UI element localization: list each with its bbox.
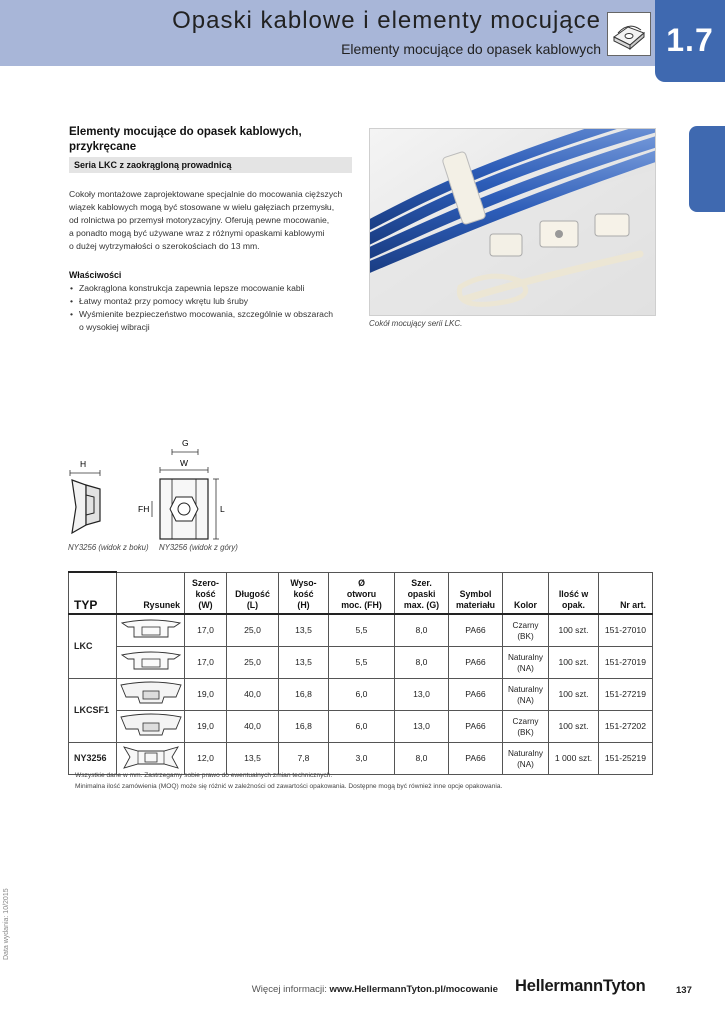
description-line: Cokoły montażowe zaprojektowane specjalnie do mocowania cięższych (69, 189, 343, 199)
description-line: a ponadto mogą być używane wraz z różnymi opaskami kablowymi (69, 228, 325, 238)
cell-kolor: Naturalny (NA) (503, 647, 549, 679)
cable-tie-mount-icon (607, 12, 651, 56)
product-drawing (117, 711, 185, 743)
cell-l: 40,0 (227, 679, 279, 711)
cell-fh: 6,0 (329, 679, 395, 711)
cell-ilosc: 100 szt. (549, 711, 599, 743)
cell-material: PA66 (449, 647, 503, 679)
cell-material: PA66 (449, 711, 503, 743)
cell-w: 17,0 (185, 614, 227, 647)
cell-material: PA66 (449, 614, 503, 647)
cell-h: 7,8 (279, 743, 329, 775)
header-otwor: Ø otworu moc. (FH) (329, 572, 395, 614)
cell-fh: 6,0 (329, 711, 395, 743)
cell-g: 13,0 (395, 711, 449, 743)
description-line: o dużej wytrzymałości o szerokościach do 13 mm. (69, 241, 260, 251)
cell-ilosc: 100 szt. (549, 647, 599, 679)
header-material: Symbol materiału (449, 572, 503, 614)
dim-label-h: H (80, 459, 87, 469)
cell-fh: 5,5 (329, 647, 395, 679)
cell-material: PA66 (449, 679, 503, 711)
cell-nr-art: 151-25219 (599, 743, 653, 775)
table-row (69, 614, 653, 647)
table-row (69, 679, 653, 711)
page-subtitle: Elementy mocujące do opasek kablowych (341, 41, 601, 57)
feature-item: • Zaokrąglona konstrukcja zapewnia lepsze mocowanie kabli (69, 282, 359, 295)
cell-h: 13,5 (279, 614, 329, 647)
product-drawing (117, 614, 185, 647)
section-number: 1.7 (666, 22, 714, 58)
note-line: Minimalna ilość zamówienia (MOQ) może się różnić w zależności od zawartości opakowania. Dostępne mogą być również inne opcje opakowania. (75, 783, 503, 790)
cell-l: 25,0 (227, 647, 279, 679)
table-row (69, 711, 653, 743)
feature-item: • Łatwy montaż przy pomocy wkrętu lub śruby (69, 295, 359, 308)
cell-ilosc: 100 szt. (549, 679, 599, 711)
header-nr-art: Nr art. (599, 572, 653, 614)
cell-g: 8,0 (395, 647, 449, 679)
issue-date: Data wydania: 10/2015 (3, 888, 10, 960)
cell-l: 25,0 (227, 614, 279, 647)
cell-kolor: Naturalny (NA) (503, 743, 549, 775)
side-section-marker (689, 126, 725, 212)
drawing-caption-side: NY3256 (widok z boku) (68, 543, 149, 552)
page-header (0, 0, 725, 82)
cell-w: 17,0 (185, 647, 227, 679)
cell-fh: 5,5 (329, 614, 395, 647)
product-title: Elementy mocujące do opasek kablowych, przykręcane (69, 126, 302, 153)
cell-w: 19,0 (185, 679, 227, 711)
cell-h: 13,5 (279, 647, 329, 679)
cell-kolor: Naturalny (NA) (503, 679, 549, 711)
product-table (68, 571, 653, 775)
more-info-link[interactable]: www.HellermannTyton.pl/mocowanie (329, 984, 498, 995)
header-dlugosc: Długość (L) (227, 572, 279, 614)
cell-g: 8,0 (395, 614, 449, 647)
header-ilosc: Ilość w opak. (549, 572, 599, 614)
cell-nr-art: 151-27219 (599, 679, 653, 711)
product-description (69, 188, 359, 253)
header-rysunek: Rysunek (117, 572, 185, 614)
header-szerokosc: Szero- kość (W) (185, 572, 227, 614)
dimension-drawings (60, 435, 260, 553)
note-line: Wszystkie dane w mm. Zastrzegamy sobie prawo do ewentualnych zmian technicznych. (75, 772, 333, 779)
product-photo (369, 128, 656, 316)
cell-g: 8,0 (395, 743, 449, 775)
features-list (69, 282, 359, 334)
cell-material: PA66 (449, 743, 503, 775)
page-number: 137 (676, 985, 692, 996)
header-typ: TYP (69, 572, 117, 614)
drawing-caption-top: NY3256 (widok z góry) (159, 543, 238, 552)
cell-ilosc: 1 000 szt. (549, 743, 599, 775)
feature-item: • Wyśmienite bezpieczeństwo mocowania, szczególnie w obszarach (69, 308, 359, 321)
description-line: wiązek kablowych mogą być stosowane w wielu gałęziach przemysłu, (69, 202, 335, 212)
description-line: od rolnictwa po przemysł motoryzacyjny. Oferują pewne mocowanie, (69, 215, 330, 225)
type-cell: LKCSF1 (69, 679, 117, 743)
page-title: Opaski kablowe i elementy mocujące (172, 7, 601, 34)
table-header-row (69, 572, 653, 614)
section-tab (655, 0, 725, 82)
product-drawing (117, 679, 185, 711)
cell-ilosc: 100 szt. (549, 614, 599, 647)
product-drawing (117, 647, 185, 679)
dim-label-w: W (180, 458, 189, 468)
features-heading: Właściwości (69, 270, 122, 280)
cell-h: 16,8 (279, 679, 329, 711)
dim-label-fh: FH (138, 504, 150, 514)
cell-l: 13,5 (227, 743, 279, 775)
table-notes (75, 770, 502, 792)
cell-nr-art: 151-27202 (599, 711, 653, 743)
more-info-label: Więcej informacji: (251, 984, 327, 995)
cell-kolor: Czarny (BK) (503, 614, 549, 647)
table-row (69, 647, 653, 679)
dim-label-l: L (220, 504, 225, 514)
cell-l: 40,0 (227, 711, 279, 743)
cell-h: 16,8 (279, 711, 329, 743)
cell-w: 12,0 (185, 743, 227, 775)
header-wysokosc: Wyso- kość (H) (279, 572, 329, 614)
type-cell: NY3256 (69, 743, 117, 775)
cell-w: 19,0 (185, 711, 227, 743)
dim-label-g: G (182, 438, 189, 448)
cell-nr-art: 151-27010 (599, 614, 653, 647)
cell-g: 13,0 (395, 679, 449, 711)
cell-nr-art: 151-27019 (599, 647, 653, 679)
photo-caption: Cokół mocujący serii LKC. (369, 319, 463, 328)
cell-kolor: Czarny (BK) (503, 711, 549, 743)
header-szer-opaski: Szer. opaski max. (G) (395, 572, 449, 614)
cell-fh: 3,0 (329, 743, 395, 775)
brand-logo: HellermannTyton (515, 977, 646, 995)
series-label: Seria LKC z zaokrągloną prowadnicą (69, 157, 352, 173)
more-info (252, 984, 498, 995)
type-cell: LKC (69, 614, 117, 679)
feature-item-continued: o wysokiej wibracji (79, 322, 150, 332)
header-kolor: Kolor (503, 572, 549, 614)
